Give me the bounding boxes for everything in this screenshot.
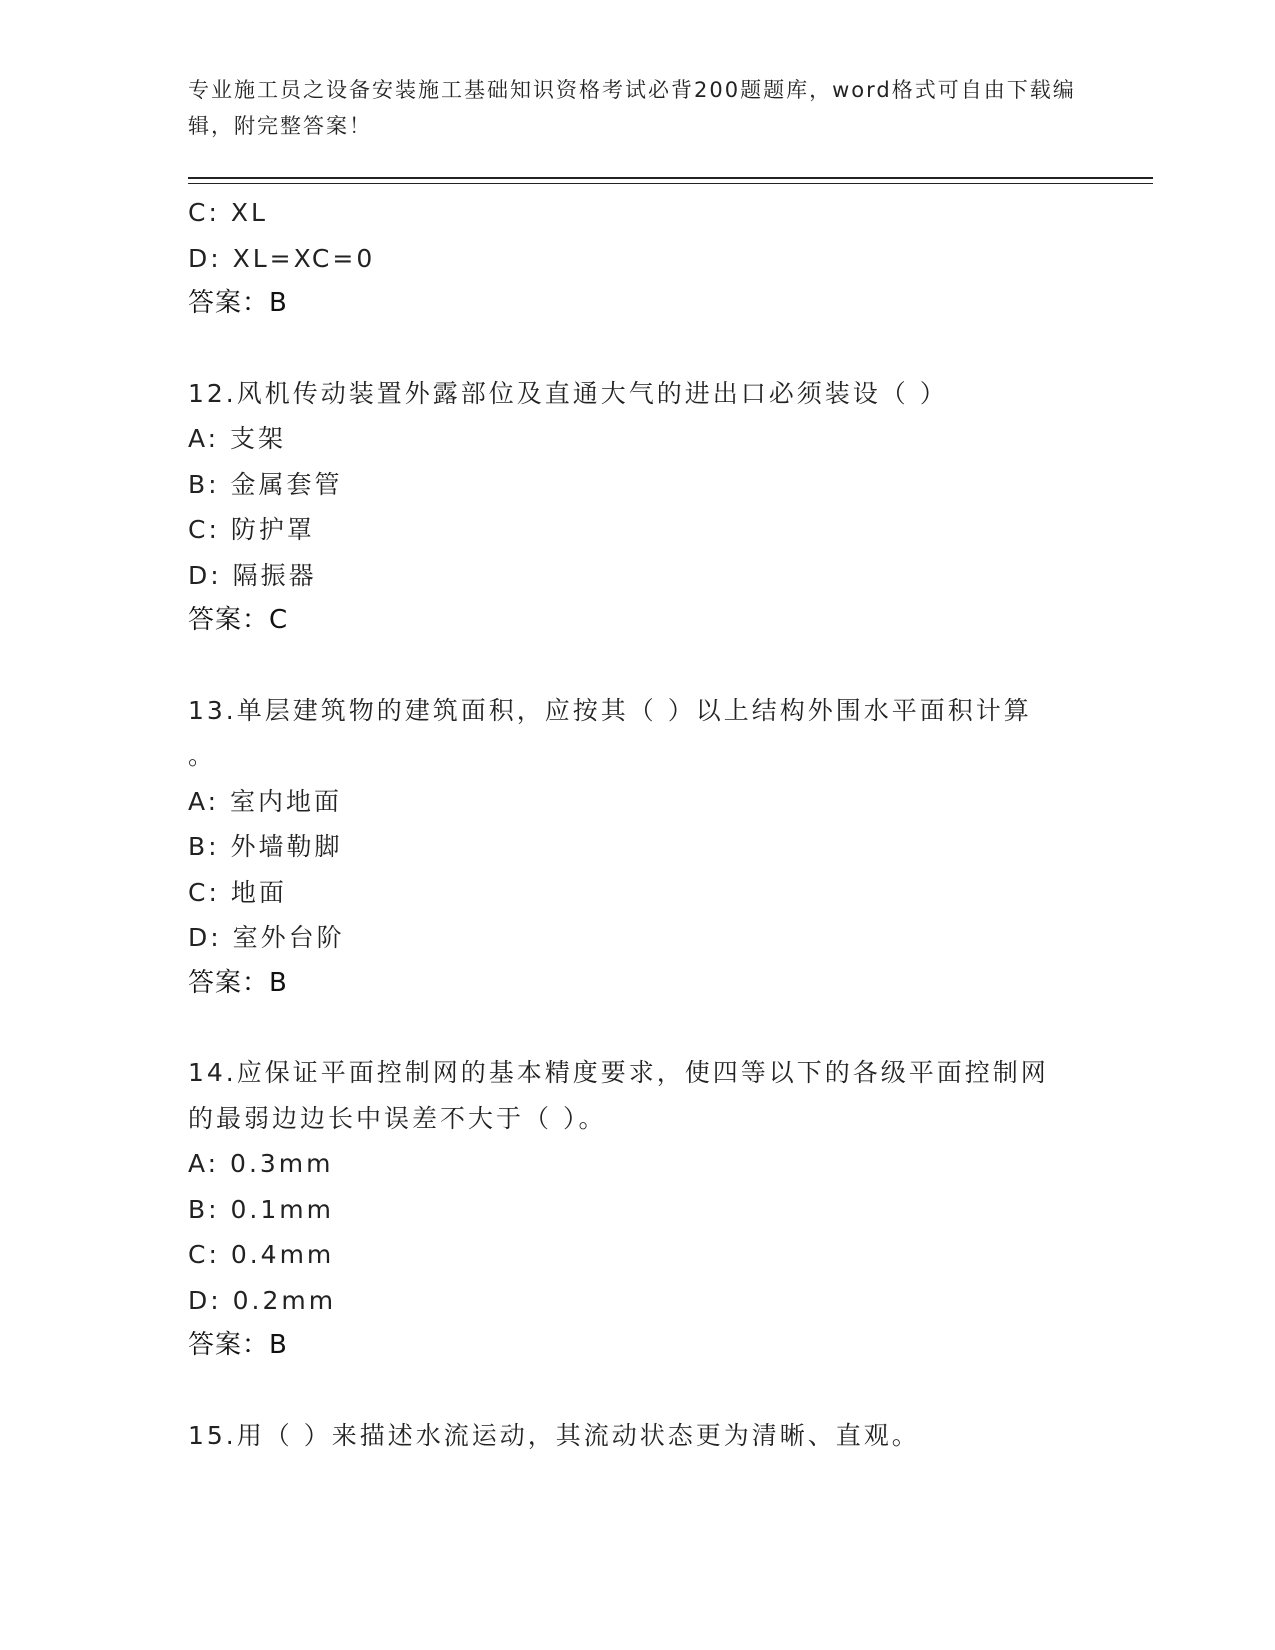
- question-stem: 12.风机传动装置外露部位及直通大气的进出口必须装设（ ）: [188, 378, 948, 408]
- answer-line: 答案：B: [188, 1330, 288, 1360]
- question-block-14: [188, 1050, 1088, 1369]
- option-c: C: 地面: [188, 877, 287, 907]
- option-c: C: XL: [188, 198, 268, 227]
- question-stem: 13.单层建筑物的建筑面积，应按其（ ）以上结构外围水平面积计算: [188, 695, 1032, 725]
- option-b: B: 外墙勒脚: [188, 832, 343, 861]
- question-block-15: [188, 1413, 1088, 1459]
- header-rule-thick: [188, 177, 1153, 179]
- question-block-11: [188, 190, 1088, 327]
- question-block-12: [188, 371, 1088, 644]
- option-d: D: XL=XC=0: [188, 243, 376, 273]
- option-a: A: 室内地面: [188, 786, 343, 816]
- question-list: [188, 190, 1088, 1458]
- option-d: D: 隔振器: [188, 560, 317, 590]
- option-b: B: 金属套管: [188, 469, 343, 499]
- spacer: [188, 644, 1088, 688]
- question-stem-continued: 。: [188, 741, 217, 770]
- option-d: D: 0.2mm: [188, 1285, 337, 1315]
- spacer: [188, 327, 1088, 371]
- option-a: A: 0.3mm: [188, 1149, 334, 1178]
- question-stem: 14.应保证平面控制网的基本精度要求，使四等以下的各级平面控制网: [188, 1058, 1049, 1087]
- answer-line: 答案：B: [188, 288, 288, 318]
- header-rule-thin: [188, 183, 1153, 184]
- option-c: C: 防护罩: [188, 515, 315, 544]
- question-stem: 15.用（ ）来描述水流运动，其流动状态更为清晰、直观。: [188, 1420, 920, 1450]
- option-c: C: 0.4mm: [188, 1240, 335, 1269]
- question-block-13: [188, 688, 1088, 1007]
- option-d: D: 室外台阶: [188, 923, 345, 952]
- option-b: B: 0.1mm: [188, 1194, 334, 1224]
- answer-line: 答案：C: [188, 605, 289, 635]
- answer-line: 答案：B: [188, 967, 288, 998]
- spacer: [188, 1006, 1088, 1050]
- option-a: A: 支架: [188, 424, 287, 453]
- document-title: 专业施工员之设备安装施工基础知识资格考试必背200题题库，word格式可自由下载编辑，附完整答案！: [188, 78, 1076, 138]
- spacer: [188, 1369, 1088, 1413]
- question-stem-continued: 的最弱边边长中误差不大于（ ）。: [188, 1103, 607, 1133]
